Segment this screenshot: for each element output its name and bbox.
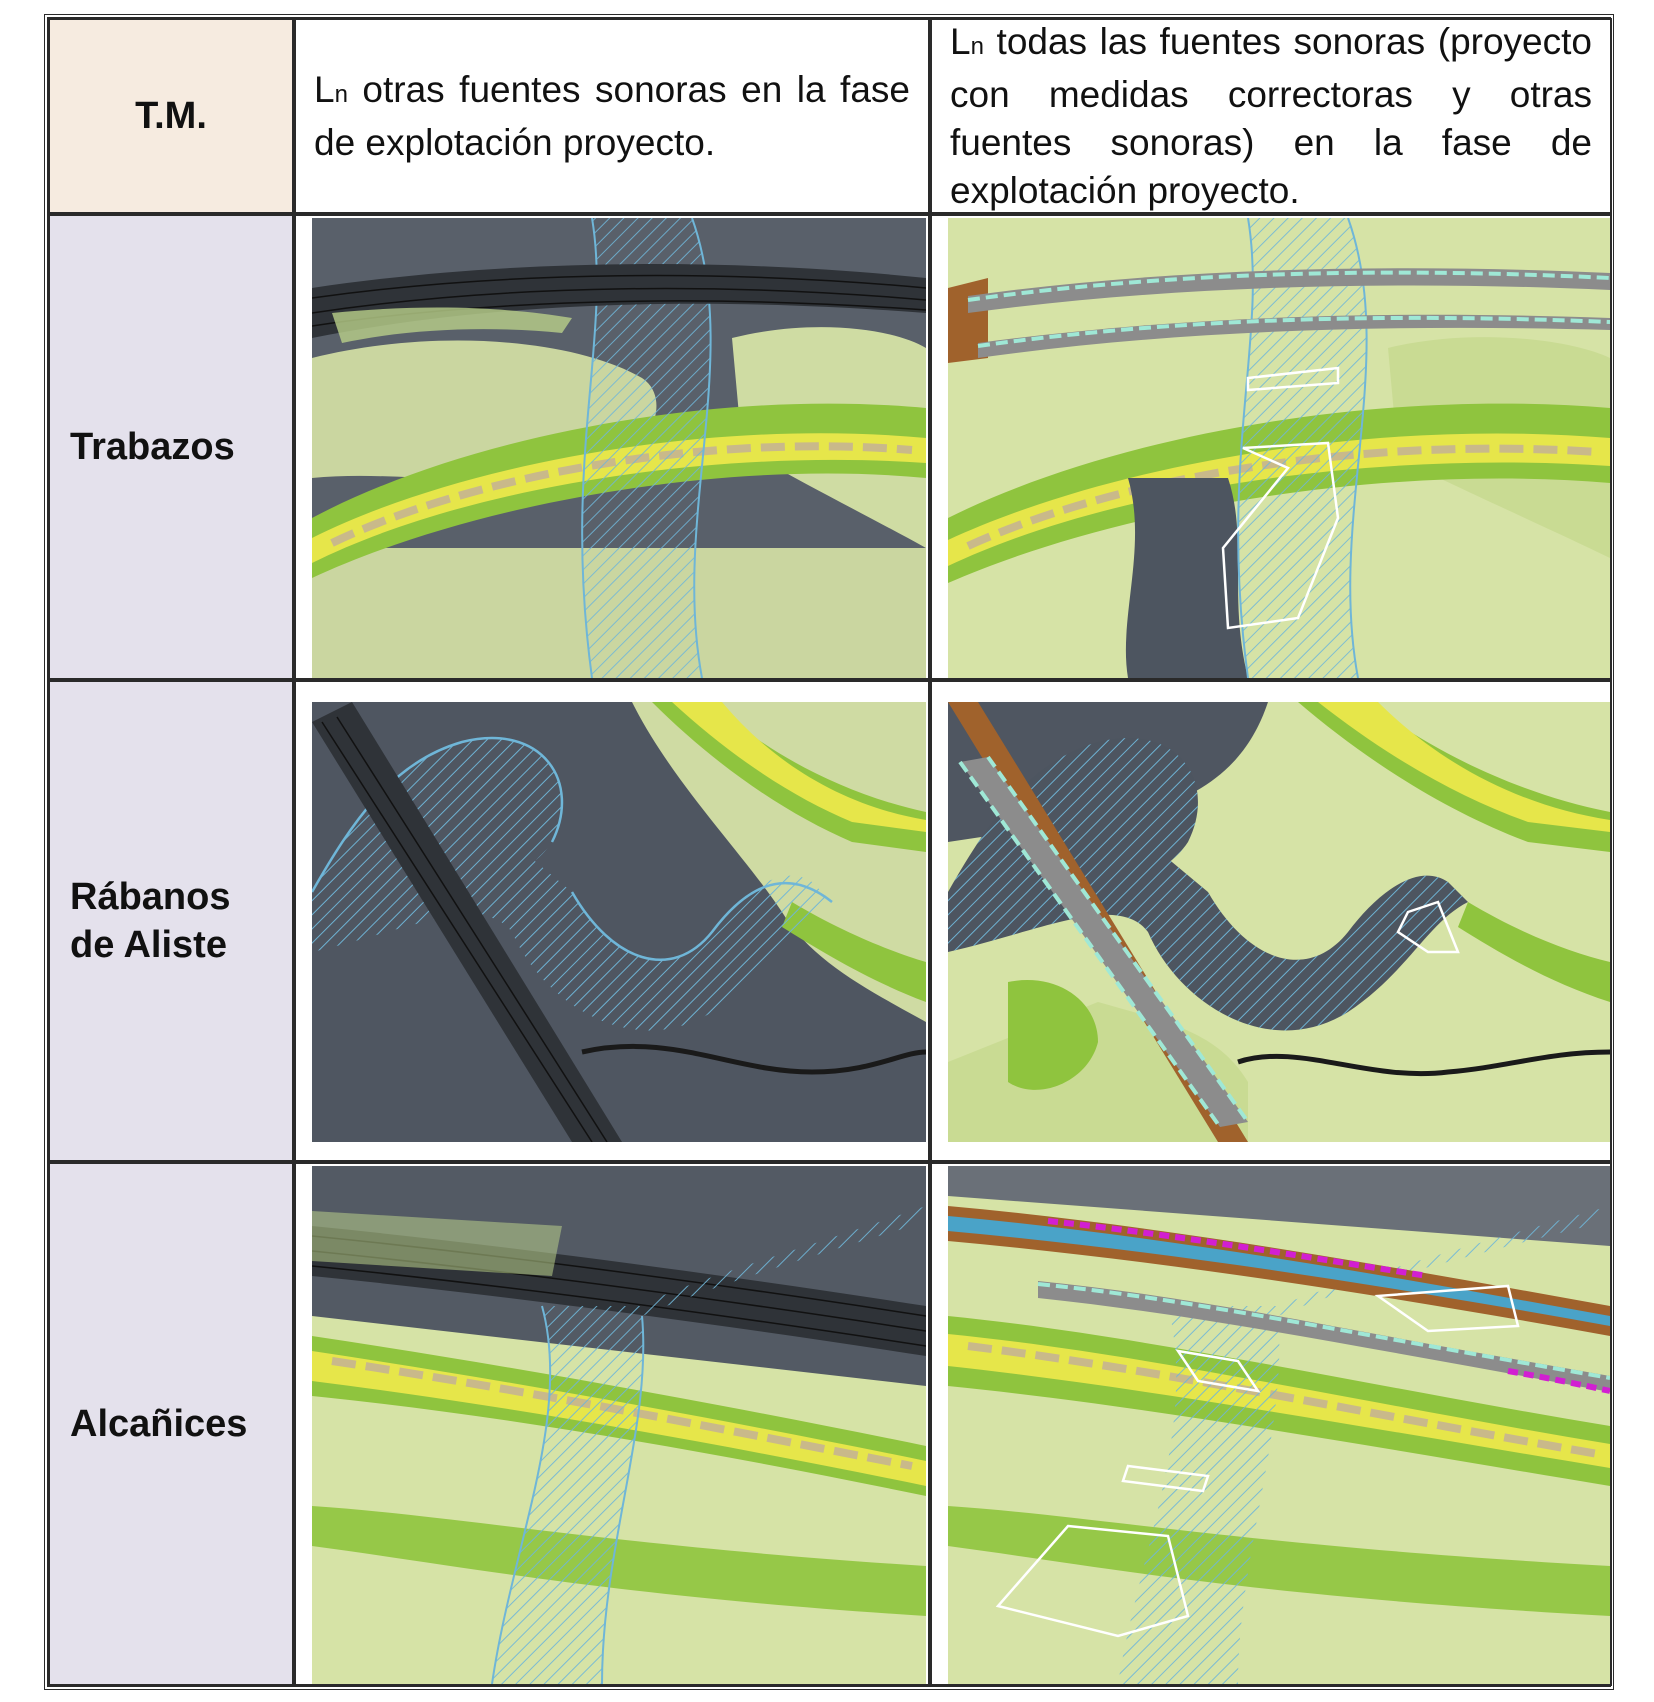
header-col2-cell: [930, 18, 1612, 214]
noise-map-image: [312, 1166, 926, 1684]
map-cell-trabazos-other-sources: [294, 214, 930, 680]
noise-map-image: [948, 1166, 1610, 1684]
row-label-text: Trabazos: [70, 426, 235, 468]
noise-map-image: [948, 218, 1610, 678]
map-cell-rabanos-all-sources: [930, 680, 1612, 1162]
header-tm-label: T.M.: [135, 94, 207, 137]
map-cell-trabazos-all-sources: [930, 214, 1612, 680]
noise-map-image: [312, 218, 926, 678]
noise-comparison-table: [44, 14, 1614, 1690]
noise-map-image: [948, 702, 1610, 1142]
map-cell-alcanices-other-sources: [294, 1162, 930, 1686]
row-label-text: Alcañices: [70, 1403, 248, 1445]
row-label-alcanices: [48, 1162, 294, 1686]
row-label-trabazos: [48, 214, 294, 680]
header-col2-text: Ln todas las fuentes sonoras (proyecto con medidas correctoras y otras fuentes sonoras) en la fase de explotación proyecto.: [950, 20, 1592, 211]
noise-map-image: [312, 702, 926, 1142]
row-label-rabanos-de-aliste: [48, 680, 294, 1162]
header-tm-cell: [48, 18, 294, 214]
row-label-text: Rábanos de Aliste: [70, 876, 231, 966]
header-col1-cell: [294, 18, 930, 214]
header-col1-text: Ln otras fuentes sonoras en la fase de explotación proyecto.: [314, 68, 910, 163]
map-cell-rabanos-other-sources: [294, 680, 930, 1162]
map-cell-alcanices-all-sources: [930, 1162, 1612, 1686]
